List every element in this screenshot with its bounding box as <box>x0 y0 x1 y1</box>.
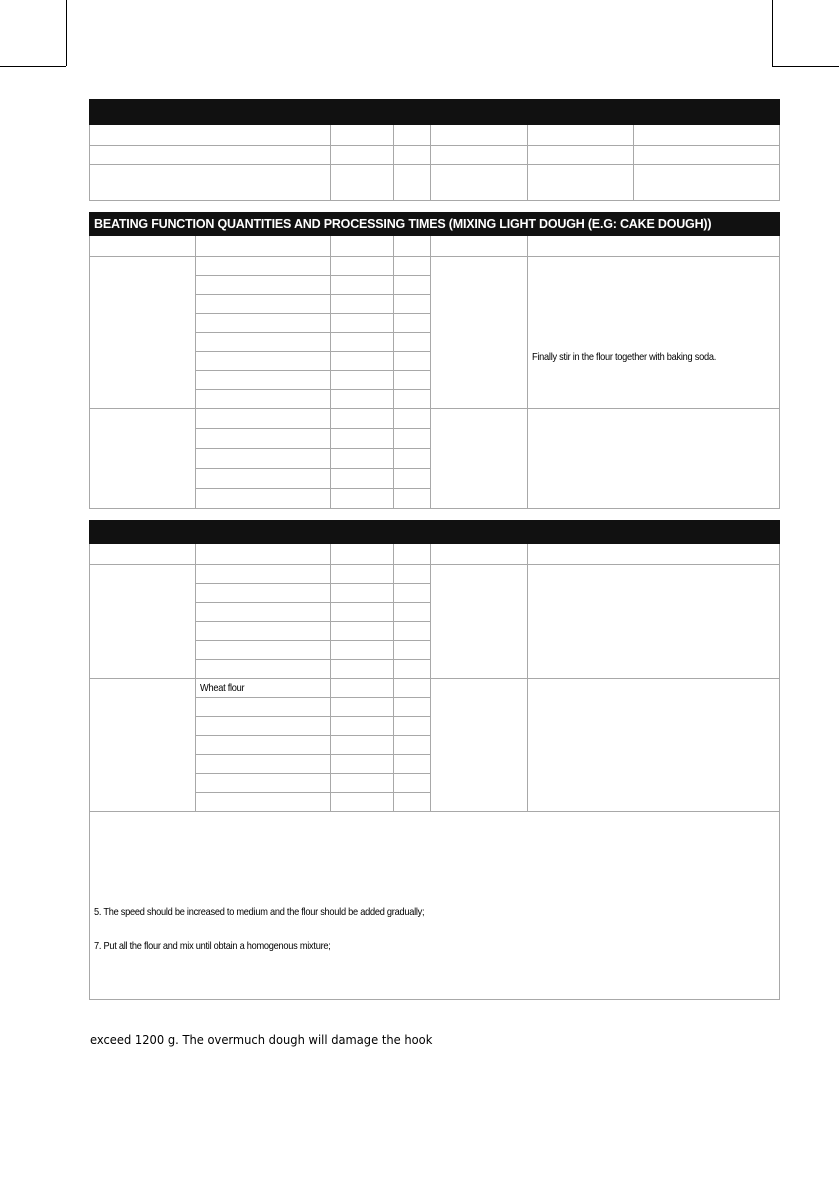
group-1-note-cell <box>528 565 780 679</box>
table-row <box>90 257 780 276</box>
group-1-time-cell <box>431 257 528 409</box>
crop-mark-top-right-vertical <box>772 0 773 66</box>
group-2-note-cell <box>528 679 780 812</box>
group-1-note: Finally stir in the flour together with baking soda. <box>532 350 717 363</box>
group-2-cell <box>90 409 196 509</box>
beating-table-header: BEATING FUNCTION QUANTITIES AND PROCESSING TIMES (MIXING LIGHT DOUGH (E.G: CAKE DOUGH)) <box>90 213 780 236</box>
table-row <box>90 146 780 165</box>
table-header-row <box>90 544 780 565</box>
crop-mark-top-right-horizontal <box>772 66 839 67</box>
specs-table <box>89 99 780 201</box>
instruction-step-7: 7. Put all the flour and mix until obtain a homogenous mixture; <box>94 940 331 952</box>
table-header-row <box>90 236 780 257</box>
table-row <box>90 409 780 429</box>
group-2-note-cell <box>528 409 780 509</box>
instructions-cell <box>90 812 780 1000</box>
table-row <box>90 165 780 201</box>
beating-function-table <box>89 212 780 509</box>
ingredient-wheat-flour: Wheat flour <box>200 682 245 694</box>
kneading-table-header <box>90 521 780 544</box>
kneading-function-table <box>89 520 780 1000</box>
crop-mark-top-left-horizontal <box>0 66 66 67</box>
group-2-time-cell <box>431 679 528 812</box>
group-2-time-cell <box>431 409 528 509</box>
group-1-cell <box>90 257 196 409</box>
table-row <box>90 679 780 698</box>
group-1-note-cell <box>528 257 780 409</box>
group-1-cell <box>90 565 196 679</box>
footer-note: exceed 1200 g. The overmuch dough will damage the hook <box>90 1032 433 1047</box>
ingredient-cell <box>196 679 331 698</box>
group-1-time-cell <box>431 565 528 679</box>
group-2-cell <box>90 679 196 812</box>
instruction-step-5: 5. The speed should be increased to medium and the flour should be added gradually; <box>94 906 425 918</box>
table-row <box>90 565 780 584</box>
crop-mark-top-left-vertical <box>66 0 67 66</box>
specs-table-header <box>90 100 780 125</box>
table-row <box>90 125 780 146</box>
